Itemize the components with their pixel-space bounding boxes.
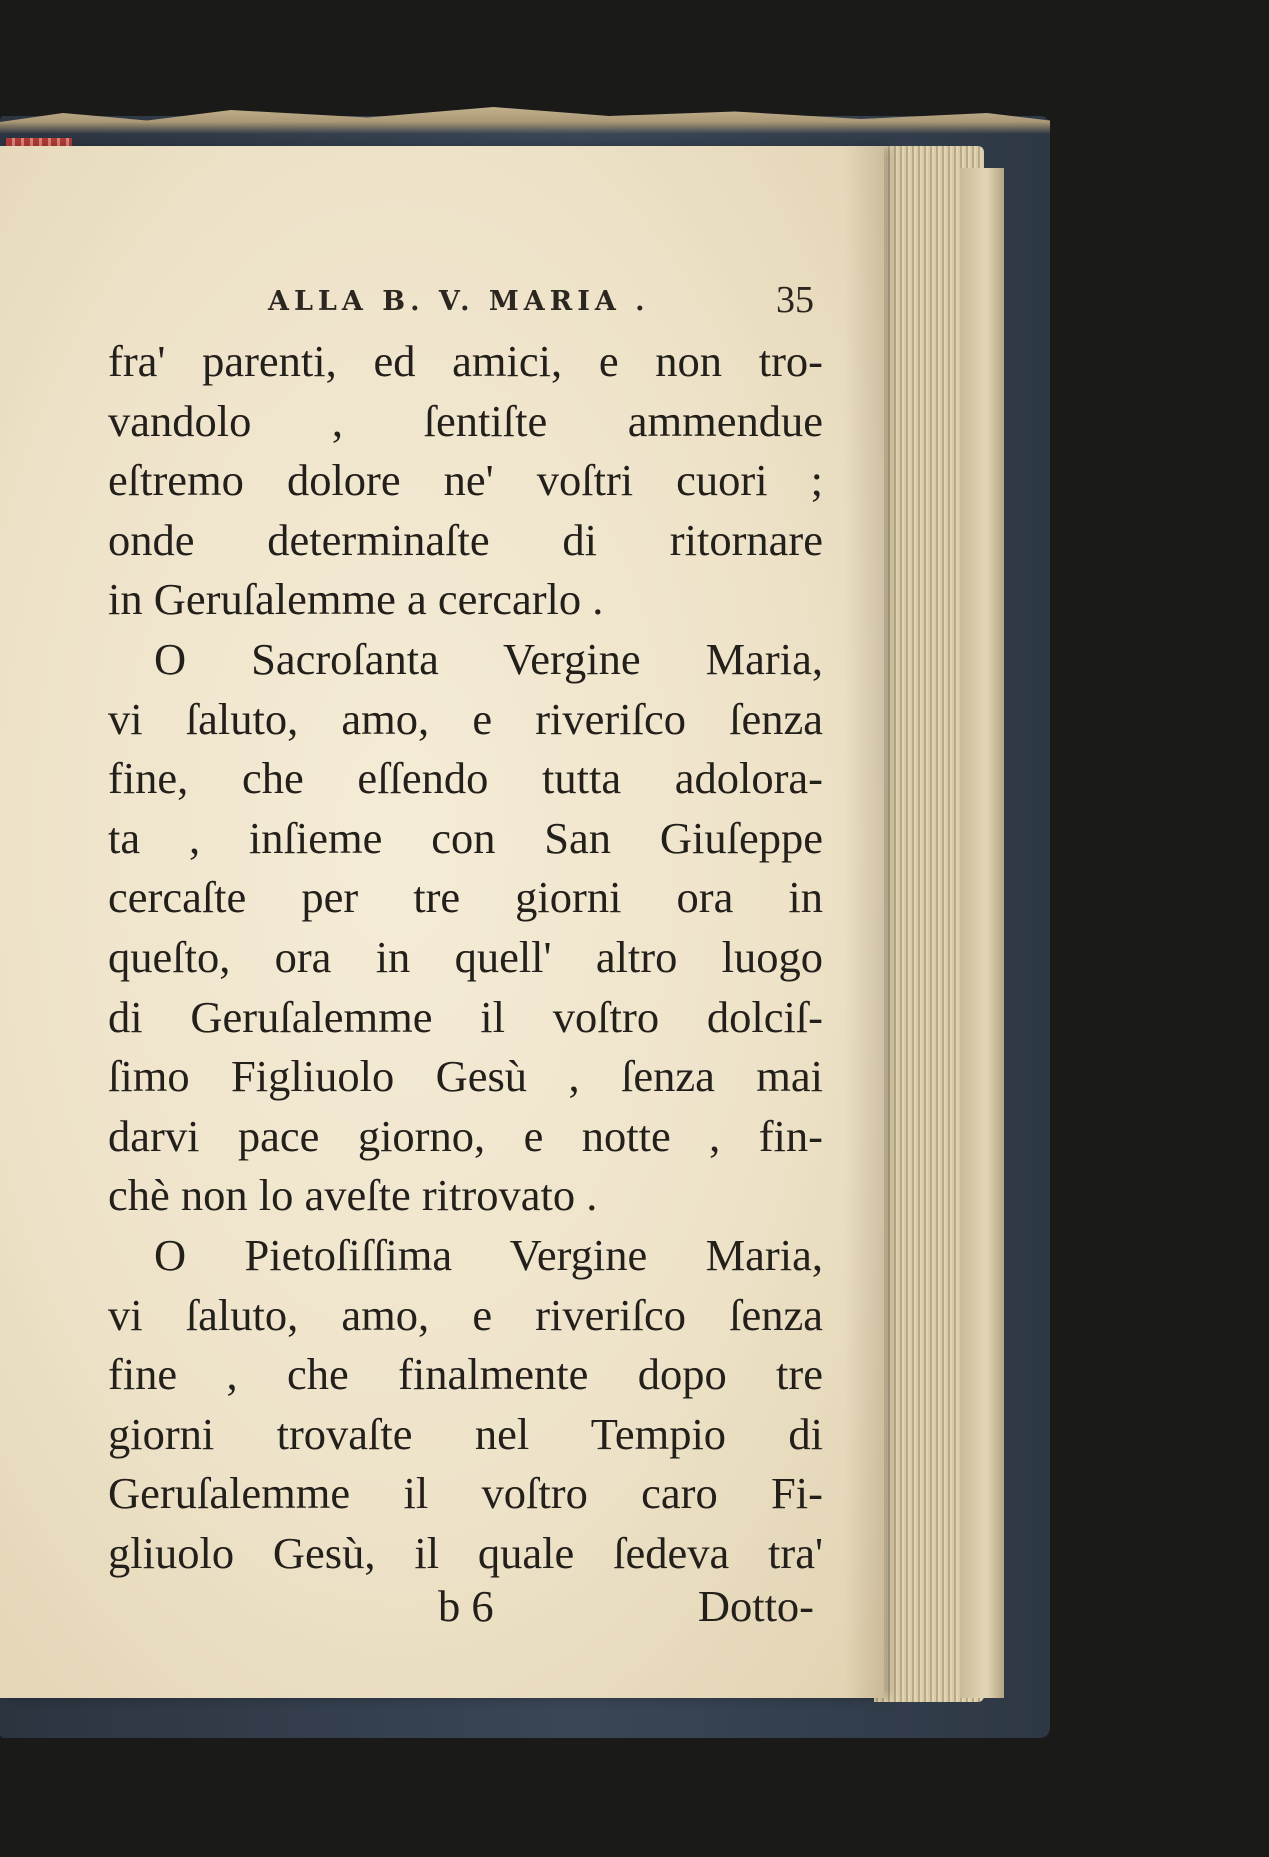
catchword: Dotto- bbox=[697, 1581, 814, 1631]
text-line: vi ſaluto, amo, e riveriſco ſenza bbox=[108, 693, 823, 744]
text-line: fine, che eſſendo tutta adolora- bbox=[108, 753, 823, 804]
text-line: ſimo Figliuolo Gesù , ſenza mai bbox=[108, 1051, 823, 1102]
text-line: giorni trovaſte nel Tempio di bbox=[108, 1408, 823, 1459]
page-number: 35 bbox=[776, 279, 814, 321]
text-line: fine , che finalmente dopo tre bbox=[108, 1349, 823, 1400]
text-line: Geruſalemme il voſtro caro Fi- bbox=[108, 1468, 823, 1519]
text-line: chè non lo aveſte ritrovato . bbox=[108, 1170, 598, 1221]
text-line: ta , inſieme con San Giuſeppe bbox=[108, 812, 823, 863]
book-page bbox=[0, 146, 884, 1698]
text-line: darvi pace giorno, e notte , fin- bbox=[108, 1110, 823, 1161]
text-line: vandolo , ſentiſte ammendue bbox=[108, 395, 823, 446]
page-shadow bbox=[844, 146, 884, 1698]
text-line: O Sacroſanta Vergine Maria, bbox=[154, 633, 823, 684]
text-line: in Geruſalemme a cercarlo . bbox=[108, 574, 604, 625]
text-line: cercaſte per tre giorni ora in bbox=[108, 872, 823, 923]
text-line: fra' parenti, ed amici, e non tro- bbox=[108, 336, 823, 386]
text-line: gliuolo Gesù, il quale ſedeva tra' bbox=[108, 1527, 823, 1578]
running-head-title: ALLA B. V. MARIA . bbox=[268, 286, 650, 317]
text-line: onde determinaſte di ritornare bbox=[108, 514, 823, 565]
text-line: vi ſaluto, amo, e riveriſco ſenza bbox=[108, 1289, 823, 1340]
text-line: O Pietoſiſſima Vergine Maria, bbox=[154, 1229, 823, 1280]
endpaper bbox=[960, 168, 1004, 1698]
page-footer bbox=[108, 1580, 814, 1640]
text-line: di Geruſalemme il voſtro dolciſ- bbox=[108, 991, 823, 1042]
text-line: eſtremo dolore ne' voſtri cuori ; bbox=[108, 455, 823, 506]
text-line: queſto, ora in quell' altro luogo bbox=[108, 931, 823, 982]
body-text bbox=[108, 332, 823, 1583]
running-head bbox=[108, 278, 814, 328]
signature-mark: b 6 bbox=[438, 1581, 494, 1631]
